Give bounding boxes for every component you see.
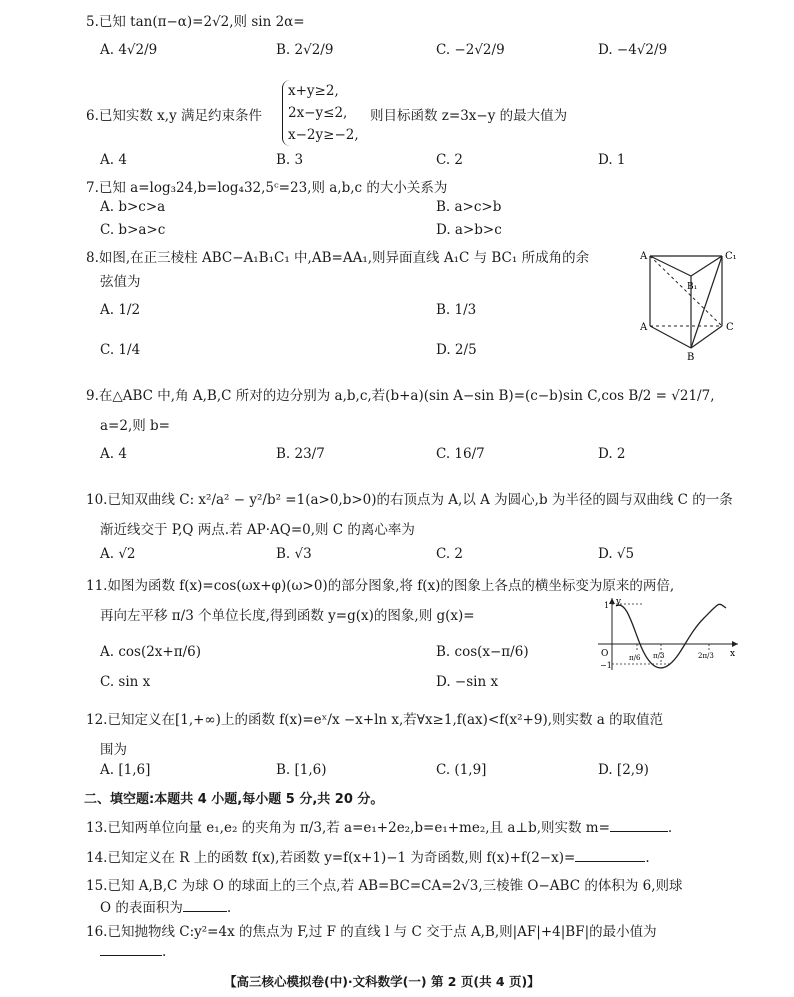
q8-stem-line2: 弦值为 (100, 274, 141, 290)
q6-constraint-2: 2x−y≤2, (288, 105, 348, 121)
q14-text: 14.已知定义在 R 上的函数 f(x),若函数 y=f(x+1)−1 为奇函数,则 f(x)+f(2−x)= (86, 850, 576, 866)
q6-option-b[interactable]: B. 3 (276, 152, 304, 168)
q15-stem-line2: O 的表面积为 . (100, 900, 232, 916)
q10-option-b[interactable]: B. √3 (276, 546, 312, 562)
q9-option-b[interactable]: B. 23/7 (276, 446, 325, 462)
cosine-graph (592, 594, 742, 674)
q9-stem-line1: 9.在△ABC 中,角 A,B,C 所对的边分别为 a,b,c,若(b+a)(sin A−sin B)=(c−b)sin C,cos B/2 = √21/7, (86, 388, 715, 404)
q11-option-d[interactable]: D. −sin x (436, 674, 499, 690)
q6-option-c[interactable]: C. 2 (436, 152, 464, 168)
q6-stem-post: 则目标函数 z=3x−y 的最大值为 (370, 108, 568, 124)
q11-stem-line2: 再向左平移 π/3 个单位长度,得到函数 y=g(x)的图象,则 g(x)= (100, 608, 475, 624)
q8-stem-line1: 8.如图,在正三棱柱 ABC−A₁B₁C₁ 中,AB=AA₁,则异面直线 A₁C 与 BC₁ 所成角的余 (86, 250, 590, 266)
q10-option-c[interactable]: C. 2 (436, 546, 464, 562)
q5-option-a[interactable]: A. 4√2/9 (100, 42, 158, 58)
q9-stem-line2: a=2,则 b= (100, 418, 170, 434)
q7-option-a[interactable]: A. b>c>a (100, 199, 166, 215)
q15-stem-line1: 15.已知 A,B,C 为球 O 的球面上的三个点,若 AB=BC=CA=2√3,三棱锥 O−ABC 的体积为 6,则球 (86, 878, 683, 894)
q16-answer-blank[interactable] (100, 955, 162, 956)
q5-option-d[interactable]: D. −4√2/9 (598, 42, 668, 58)
q6-option-d[interactable]: D. 1 (598, 152, 626, 168)
section-fill-in-header: 二、填空题:本题共 4 小题,每小题 5 分,共 20 分。 (84, 792, 384, 807)
page-footer: 【高三核心模拟卷(中)·文科数学(一) 第 2 页(共 4 页)】 (224, 974, 540, 989)
q12-option-c[interactable]: C. (1,9] (436, 762, 487, 778)
prism-label-c: C (726, 322, 734, 333)
graph-label-minus-one: −1 (600, 661, 612, 670)
q14-answer-blank[interactable] (575, 861, 645, 862)
q8-option-a[interactable]: A. 1/2 (100, 302, 141, 318)
q7-option-b[interactable]: B. a>c>b (436, 199, 502, 215)
prism-label-b1: B₁ (687, 282, 698, 292)
q6-option-a[interactable]: A. 4 (100, 152, 127, 168)
q12-option-d[interactable]: D. [2,9) (598, 762, 649, 778)
q10-option-a[interactable]: A. √2 (100, 546, 136, 562)
prism-figure (636, 240, 746, 362)
q5-option-b[interactable]: B. 2√2/9 (276, 42, 334, 58)
q6-constraint-system (282, 80, 359, 146)
q16-stem-line2: . (100, 944, 166, 960)
q11-stem-line1: 11.如图为函数 f(x)=cos(ωx+φ)(ω>0)的部分图象,将 f(x)的图象上各点的横坐标变为原来的两倍, (86, 578, 675, 594)
q12-stem-line1: 12.已知定义在[1,+∞)上的函数 f(x)=eˣ/x −x+ln x,若∀x≥1,f(ax)<f(x²+9),则实数 a 的取值范 (86, 712, 664, 728)
graph-label-y: y (616, 597, 622, 607)
q9-option-a[interactable]: A. 4 (100, 446, 127, 462)
q11-option-c[interactable]: C. sin x (100, 674, 151, 690)
graph-label-one: 1 (604, 601, 610, 610)
q12-option-b[interactable]: B. [1,6) (276, 762, 327, 778)
graph-label-origin: O (601, 649, 609, 659)
q12-option-a[interactable]: A. [1,6] (100, 762, 151, 778)
q7-stem: 7.已知 a=log₃24,b=log₄32,5ᶜ=23,则 a,b,c 的大小关系为 (86, 180, 448, 196)
q10-stem-line2: 渐近线交于 P,Q 两点.若 AP·AQ=0,则 C 的离心率为 (100, 522, 415, 538)
q8-option-b[interactable]: B. 1/3 (436, 302, 477, 318)
graph-tick-pi-over-6: π/6 (629, 654, 641, 662)
graph-tick-2pi-over-3: 2π/3 (698, 652, 714, 660)
q7-option-d[interactable]: D. a>b>c (436, 222, 502, 238)
q7-option-c[interactable]: C. b>a>c (100, 222, 166, 238)
q11-option-b[interactable]: B. cos(x−π/6) (436, 644, 529, 660)
q16-stem-line1: 16.已知抛物线 C:y²=4x 的焦点为 F,过 F 的直线 l 与 C 交于点 A,B,则|AF|+4|BF|的最小值为 (86, 924, 657, 940)
q6-constraint-3: x−2y≥−2, (288, 127, 359, 143)
graph-tick-pi-over-3: π/3 (653, 652, 665, 660)
q13-answer-blank[interactable] (610, 831, 668, 832)
q9-option-d[interactable]: D. 2 (598, 446, 626, 462)
q8-option-d[interactable]: D. 2/5 (436, 342, 477, 358)
q13-stem: 13.已知两单位向量 e₁,e₂ 的夹角为 π/3,若 a=e₁+2e₂,b=e₁+me₂,且 a⊥b,则实数 m= . (86, 820, 673, 836)
q11-option-a[interactable]: A. cos(2x+π/6) (100, 644, 202, 660)
q5-stem: 5.已知 tan(π−α)=2√2,则 sin 2α= (86, 14, 305, 30)
q6-stem-pre: 6.已知实数 x,y 满足约束条件 (86, 108, 262, 124)
prism-label-c1: C₁ (725, 251, 737, 262)
q15-text: O 的表面积为 (100, 900, 183, 916)
q14-stem: 14.已知定义在 R 上的函数 f(x),若函数 y=f(x+1)−1 为奇函数,则 f(x)+f(2−x)= . (86, 850, 650, 866)
q12-stem-line2: 围为 (100, 742, 127, 758)
q9-option-c[interactable]: C. 16/7 (436, 446, 485, 462)
q5-option-c[interactable]: C. −2√2/9 (436, 42, 505, 58)
graph-label-x: x (730, 649, 736, 659)
q10-option-d[interactable]: D. √5 (598, 546, 635, 562)
prism-label-a: A (640, 322, 648, 333)
q15-answer-blank[interactable] (183, 911, 227, 912)
q6-constraint-1: x+y≥2, (288, 83, 339, 99)
q13-text: 13.已知两单位向量 e₁,e₂ 的夹角为 π/3,若 a=e₁+2e₂,b=e₁+me₂,且 a⊥b,则实数 m= (86, 820, 610, 836)
prism-label-b: B (687, 352, 695, 362)
q10-stem-line1: 10.已知双曲线 C: x²/a² − y²/b² =1(a>0,b>0)的右顶点为 A,以 A 为圆心,b 为半径的圆与双曲线 C 的一条 (86, 492, 733, 508)
q8-option-c[interactable]: C. 1/4 (100, 342, 141, 358)
prism-label-a1: A (640, 251, 648, 262)
